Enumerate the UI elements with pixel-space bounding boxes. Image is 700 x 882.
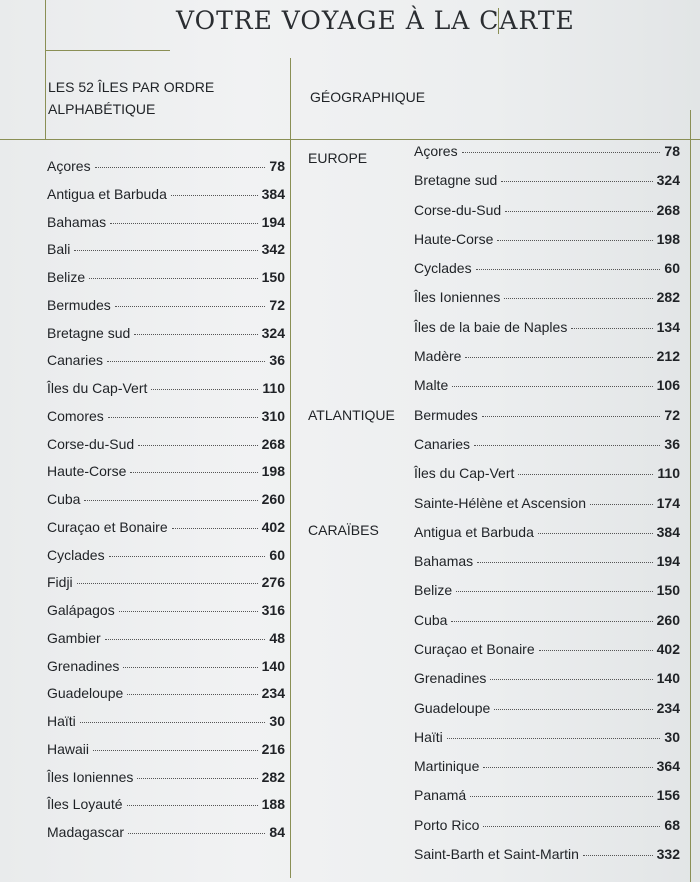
index-entry (414, 348, 680, 368)
index-entry (47, 463, 285, 483)
index-entry (414, 231, 680, 251)
dot-leader (128, 833, 265, 834)
entry-page-number: 276 (261, 574, 285, 590)
entry-name: Îles Ioniennes (47, 769, 134, 785)
entry-page-number: 140 (261, 658, 285, 674)
entry-page-number: 72 (664, 407, 680, 423)
entry-name: Haïti (47, 713, 76, 729)
dot-leader (482, 416, 661, 417)
index-entry (47, 380, 285, 400)
title-underline (46, 50, 170, 51)
index-entry (414, 436, 680, 456)
entry-name: Îles du Cap-Vert (414, 465, 515, 481)
entry-page-number: 234 (261, 685, 285, 701)
entry-page-number: 384 (261, 186, 285, 202)
dot-leader (74, 250, 257, 251)
entry-name: Belize (414, 582, 453, 598)
index-entry (47, 297, 285, 317)
dot-leader (571, 328, 652, 329)
entry-name: Corse-du-Sud (414, 202, 502, 218)
dot-leader (590, 504, 653, 505)
entry-page-number: 364 (656, 758, 680, 774)
index-entry (414, 143, 680, 163)
entry-name: Grenadines (414, 670, 487, 686)
index-entry (414, 202, 680, 222)
dot-leader (538, 533, 653, 534)
entry-name: Cyclades (47, 547, 105, 563)
dot-leader (451, 621, 652, 622)
dot-leader (539, 650, 653, 651)
index-entry (414, 260, 680, 280)
index-entry (47, 325, 285, 345)
index-entry (47, 574, 285, 594)
entry-name: Grenadines (47, 658, 120, 674)
entry-name: Bermudes (47, 297, 111, 313)
entry-name: Antigua et Barbuda (414, 524, 534, 540)
entry-name: Antigua et Barbuda (47, 186, 167, 202)
entry-name: Îles de la baie de Naples (414, 319, 568, 335)
index-entry (414, 612, 680, 632)
index-entry (414, 495, 680, 515)
dot-leader (452, 386, 652, 387)
dot-leader (504, 298, 652, 299)
dot-leader (137, 778, 257, 779)
index-entry (414, 846, 680, 866)
entry-page-number: 216 (261, 741, 285, 757)
entry-name: Saint-Barth et Saint-Martin (414, 846, 579, 862)
entry-page-number: 150 (656, 582, 680, 598)
dot-leader (501, 181, 652, 182)
dot-leader (447, 738, 661, 739)
index-entry (414, 729, 680, 749)
entry-page-number: 174 (656, 495, 680, 511)
dot-leader (89, 278, 258, 279)
entry-name: Îles Loyauté (47, 796, 123, 812)
index-entry (47, 158, 285, 178)
index-entry (47, 630, 285, 650)
index-entry (414, 553, 680, 573)
entry-name: Canaries (47, 352, 104, 368)
index-entry (414, 377, 680, 397)
dot-leader (470, 796, 652, 797)
dot-leader (105, 639, 266, 640)
dot-leader (505, 211, 652, 212)
index-entry (414, 319, 680, 339)
index-entry (47, 658, 285, 678)
dot-leader (483, 826, 660, 827)
region-caraibes: CARAÏBES (308, 522, 379, 538)
dot-leader (518, 474, 653, 475)
entry-page-number: 384 (656, 524, 680, 540)
entry-page-number: 324 (261, 325, 285, 341)
dot-leader (172, 528, 258, 529)
index-entry (47, 547, 285, 567)
entry-page-number: 78 (269, 158, 285, 174)
entry-page-number: 198 (261, 463, 285, 479)
entry-name: Açores (414, 143, 458, 159)
dot-leader (110, 223, 257, 224)
entry-page-number: 150 (261, 269, 285, 285)
entry-name: Bahamas (414, 553, 474, 569)
dot-leader (462, 152, 661, 153)
entry-page-number: 36 (664, 436, 680, 452)
entry-page-number: 402 (261, 519, 285, 535)
entry-name: Madagascar (47, 824, 125, 840)
index-entry (47, 769, 285, 789)
index-entry (414, 670, 680, 690)
dot-leader (497, 240, 652, 241)
entry-name: Guadeloupe (414, 700, 491, 716)
entry-name: Guadeloupe (47, 685, 124, 701)
geographic-heading: GÉOGRAPHIQUE (310, 89, 426, 105)
dot-leader (490, 679, 652, 680)
entry-name: Gambier (47, 630, 101, 646)
entry-name: Fidji (47, 574, 73, 590)
index-entry (414, 407, 680, 427)
entry-name: Martinique (414, 758, 480, 774)
dot-leader (477, 562, 652, 563)
entry-page-number: 282 (261, 769, 285, 785)
entry-page-number: 84 (269, 824, 285, 840)
index-entry (414, 758, 680, 778)
entry-page-number: 212 (656, 348, 680, 364)
entry-name: Corse-du-Sud (47, 436, 135, 452)
entry-page-number: 316 (261, 602, 285, 618)
index-entry (47, 186, 285, 206)
entry-page-number: 156 (656, 787, 680, 803)
entry-page-number: 342 (261, 241, 285, 257)
dot-leader (583, 855, 653, 856)
entry-page-number: 310 (261, 408, 285, 424)
dot-leader (138, 445, 257, 446)
index-entry (47, 796, 285, 816)
dot-leader (151, 389, 258, 390)
dot-leader (483, 767, 652, 768)
dot-leader (465, 357, 652, 358)
entry-page-number: 78 (664, 143, 680, 159)
entry-name: Belize (47, 269, 86, 285)
entry-page-number: 324 (656, 172, 680, 188)
index-entry (414, 172, 680, 192)
entry-page-number: 36 (269, 352, 285, 368)
index-entry (414, 289, 680, 309)
entry-name: Canaries (414, 436, 471, 452)
index-entry (414, 787, 680, 807)
entry-name: Porto Rico (414, 817, 480, 833)
alphabetical-heading: LES 52 ÎLES PAR ORDRE ALPHABÉTIQUE (48, 79, 215, 117)
index-entry (47, 269, 285, 289)
entry-page-number: 110 (262, 380, 285, 396)
entry-page-number: 30 (664, 729, 680, 745)
index-entry (47, 352, 285, 372)
entry-name: Bali (47, 241, 71, 257)
dot-leader (130, 472, 257, 473)
dot-leader (494, 709, 652, 710)
dot-leader (93, 750, 258, 751)
entry-name: Curaçao et Bonaire (47, 519, 168, 535)
index-entry (414, 817, 680, 837)
dot-leader (84, 500, 257, 501)
entry-name: Malte (414, 377, 449, 393)
dot-leader (476, 269, 661, 270)
entry-page-number: 194 (656, 553, 680, 569)
entry-name: Haute-Corse (414, 231, 494, 247)
entry-page-number: 332 (656, 846, 680, 862)
entry-name: Galápagos (47, 602, 115, 618)
dot-leader (123, 667, 257, 668)
entry-page-number: 188 (261, 796, 285, 812)
entry-name: Bahamas (47, 214, 107, 230)
index-entry (47, 824, 285, 844)
entry-page-number: 194 (261, 214, 285, 230)
index-entry (47, 519, 285, 539)
entry-page-number: 60 (664, 260, 680, 276)
dot-leader (107, 361, 265, 362)
entry-name: Cuba (47, 491, 81, 507)
index-entry (47, 602, 285, 622)
entry-name: Cyclades (414, 260, 472, 276)
entry-page-number: 234 (656, 700, 680, 716)
dot-leader (80, 722, 266, 723)
region-atlantique: ATLANTIQUE (308, 407, 395, 423)
entry-name: Haïti (414, 729, 443, 745)
title-end-rule (498, 8, 499, 34)
index-entry (47, 713, 285, 733)
dot-leader (95, 167, 266, 168)
dot-leader (474, 445, 660, 446)
index-entry (414, 582, 680, 602)
entry-page-number: 48 (269, 630, 285, 646)
entry-page-number: 402 (656, 641, 680, 657)
entry-name: Madère (414, 348, 462, 364)
entry-name: Îles du Cap-Vert (47, 380, 148, 396)
dot-leader (109, 556, 266, 557)
index-entry (47, 685, 285, 705)
index-entry (414, 700, 680, 720)
right-margin-rule (690, 110, 691, 882)
entry-name: Bretagne sud (414, 172, 498, 188)
entry-page-number: 30 (269, 713, 285, 729)
header-divider (0, 139, 700, 140)
entry-name: Comores (47, 408, 104, 424)
dot-leader (171, 195, 258, 196)
dot-leader (115, 306, 266, 307)
entry-page-number: 198 (656, 231, 680, 247)
entry-name: Hawaii (47, 741, 90, 757)
entry-page-number: 282 (656, 289, 680, 305)
index-entry (414, 641, 680, 661)
entry-name: Curaçao et Bonaire (414, 641, 535, 657)
index-entry (47, 741, 285, 761)
entry-name: Cuba (414, 612, 448, 628)
index-entry (47, 491, 285, 511)
index-entry (47, 214, 285, 234)
index-entry (414, 465, 680, 485)
entry-name: Panamá (414, 787, 467, 803)
entry-name: Sainte-Hélène et Ascension (414, 495, 586, 511)
region-europe: EUROPE (308, 150, 368, 166)
entry-page-number: 60 (269, 547, 285, 563)
dot-leader (77, 583, 258, 584)
column-divider (290, 58, 291, 878)
dot-leader (119, 611, 258, 612)
entry-page-number: 260 (656, 612, 680, 628)
index-entry (47, 436, 285, 456)
entry-name: Bretagne sud (47, 325, 131, 341)
entry-page-number: 260 (261, 491, 285, 507)
left-margin-rule (45, 0, 46, 140)
entry-page-number: 140 (656, 670, 680, 686)
index-entry (47, 408, 285, 428)
dot-leader (108, 417, 258, 418)
entry-page-number: 106 (656, 377, 680, 393)
entry-page-number: 268 (261, 436, 285, 452)
index-entry (414, 524, 680, 544)
entry-name: Açores (47, 158, 91, 174)
dot-leader (127, 694, 257, 695)
entry-name: Bermudes (414, 407, 478, 423)
dot-leader (456, 591, 653, 592)
entry-page-number: 68 (664, 817, 680, 833)
entry-page-number: 72 (269, 297, 285, 313)
page-title: VOTRE VOYAGE À LA CARTE (176, 6, 575, 35)
entry-page-number: 268 (656, 202, 680, 218)
entry-name: Îles Ioniennes (414, 289, 501, 305)
entry-name: Haute-Corse (47, 463, 127, 479)
entry-page-number: 134 (656, 319, 680, 335)
index-entry (47, 241, 285, 261)
entry-page-number: 110 (657, 465, 680, 481)
dot-leader (127, 805, 258, 806)
dot-leader (134, 334, 257, 335)
